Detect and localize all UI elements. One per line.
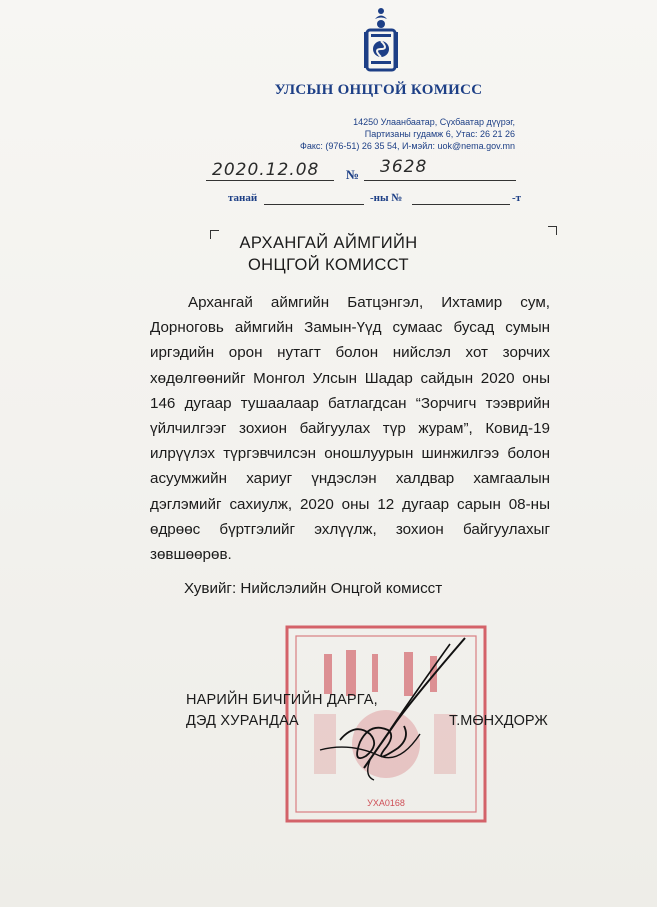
signer-title-line-2: ДЭД ХУРАНДАА	[186, 713, 299, 729]
org-name: УЛСЫН ОНЦГОЙ КОМИСС	[274, 82, 483, 98]
date-underline	[206, 180, 334, 181]
recipient-line-2: ОНЦГОЙ КОМИССТ	[247, 256, 410, 274]
ny-underline	[412, 204, 510, 205]
handwritten-date: 2020.12.08	[212, 160, 320, 180]
number-underline	[364, 180, 516, 181]
copy-to: Хувийг: Нийслэлийн Онцгой комисст	[184, 580, 443, 597]
recipient-line-1: АРХАНГАЙ АЙМГИЙН	[239, 234, 418, 252]
handwritten-signature	[300, 630, 480, 790]
signer-name: Т.МӨНХДОРЖ	[449, 713, 548, 729]
tanai-underline	[264, 204, 364, 205]
ny-label: -ны №	[370, 192, 403, 204]
letter-body: Архангай аймгийн Батцэнгэл, Ихтамир сум, Дорноговь аймгийн Замын-Үүд сумаас бусад сумын иргэдийн орон нутагт болон нийслэл хот зорчих хөдөлгөөнийг Монгол Улсын Шадар сайдын 2020 оны 146 дугаар тушаалаар батлагдсан “Зорчигч тээврийн үйлчилгээг зохион байгуулах түр журам”, Ковид-19 илрүүлэх түргэвчилсэн оношлуурын шинжилгээ болон асуумжийн хариуг үндэслэн халдвар хамгаалын дэглэмийг сахиулж, 2020 оны 12 дугаар сарын 08-ны өдрөөс бүртгэлийг эхлүүлж, зохион байгуулахыг зөвшөөрөв.	[150, 294, 550, 564]
handwritten-number: 3628	[380, 157, 428, 177]
t-label: -т	[512, 192, 522, 204]
tanai-label: танай	[228, 192, 258, 204]
number-label: №	[346, 167, 360, 182]
address-line-2: Партизаны гудамж 6, Утас: 26 21 26	[364, 129, 515, 139]
address-line-3: Факс: (976-51) 26 35 54, И-мэйл: uok@nema.gov.mn	[300, 141, 515, 151]
stamp-code: УХА0168	[367, 798, 405, 808]
address-line-1: 14250 Улаанбаатар, Сүхбаатар дүүрэг,	[353, 117, 515, 127]
soyombo-emblem-icon	[364, 6, 398, 76]
signer-title-line-1: НАРИЙН БИЧГИЙН ДАРГА,	[186, 692, 378, 708]
